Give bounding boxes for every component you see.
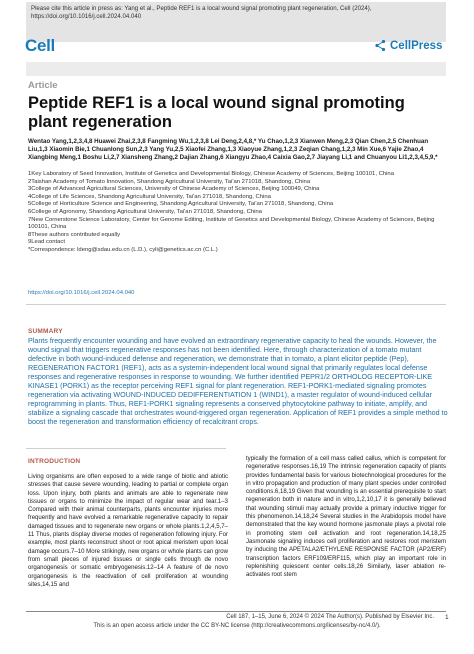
citation-notice [26,2,446,42]
open-access-notice: This is an open access article under the CC BY-NC license (http://creativecommons.org/licenses/by-nc/4.0/). [93,623,381,629]
lead-contact-note: 9Lead contact [28,239,66,246]
article-title: Peptide REF1 is a local wound signal promoting plant regeneration [28,94,405,131]
affiliation-5: 5College of Horticulture Science and Engineering, Shandong Agricultural University, Tai'an 271018, Shandong, China [28,201,334,208]
affiliation-4: 4College of Life Sciences, Shandong Agricultural University, Tai'an 271018, Shandong, China [28,193,271,200]
footer-rule [26,611,446,612]
publisher-name: CellPress [390,39,443,52]
affiliation-2: 2Taishan Academy of Tomato Innovation, Shandong Agricultural University, Tai'an 271018, Shandong, China [28,178,311,185]
affiliation-6: 6College of Agronomy, Shandong Agricultural University, Tai'an 271018, Shandong, China [28,208,262,215]
equal-contribution-note: 8These authors contributed equally [28,231,121,238]
affiliation-1: 1Key Laboratory of Seed Innovation, Institute of Genetics and Developmental Biology, Chinese Academy of Sciences, Beijing 100101, China [28,171,394,177]
publisher-logo [374,39,442,52]
article-type: Article [28,80,58,91]
page-number: 1 [445,614,449,621]
summary-heading: SUMMARY [28,328,63,335]
divider-intro [26,448,226,449]
introduction-heading: INTRODUCTION [28,458,81,465]
summary-text: Plants frequently encounter wounding and have evolved an extraordinary regenerative capacity to heal the wounds. However, the wound signal that triggers regenerative responses has not been identified. Here, through characterization of a tomato mutant defective in both wound-induced defense and regeneration, we demonstrate that in tomato, a plant elicitor peptide (Pep), REGENERATION FACTOR1 (REF1), acts as a systemin-independent local wound signal that primarily regulates local defense responses and regenerative responses in response to wounding. We further identified PEPR1/2 ORTHOLOG RECEPTOR-LIKE KINASE1 (PORK1) as the receptor perceiving REF1 signal for plant regeneration. REF1-PORK1-mediated signaling promotes regeneration via activating WOUND-INDUCED DEDIFFERENTIATION 1 (WIND1), a master regulator of wound-induced cellular reprogramming in plants. Thus, REF1-PORK1 signaling represents a conserved phytocytokine pathway to initiate, amplify, and stabilize a signaling cascade that orchestrates wound-triggered organ regeneration. Application of REF1 provides a simple method to boost the regeneration and transformation efficiency of recalcitrant crops. [28,337,448,427]
intro-column-right: typically the formation of a cell mass called callus, which is competent for regenerative responses.16,19 The intrinsic regeneration capacity of plants provides fundamental basis for various biotechnological procedures for the in vitro propagation and production of many plant species under controlled conditions.6,18,19 Given that wounding is an essential prerequisite to start regeneration both in nature and in vitro,1,2,10,17 it is generally believed that wounding stimuli may actually provide a primary inductive trigger for this phenomenon.14,18,24 Several studies in the Arabidopsis model have demonstrated that the key wound hormone jasmonate plays a pivotal role in promoting stem cell activation and root regeneration.14,18,25 Jasmonate signaling induces cell proliferation and restores root meristem by inducing the APETALA2/ETHYLENE RESPONSE FACTOR (AP2/ERF) transcription factors ERF109/ERF115, which play an important role in replenishing quiescent center cells.18,26 Similarly, laser ablation re-activates root stem [246,456,446,579]
citation-notice-text: Please cite this article in press as: Yang et al., Peptide REF1 is a local wound signal promoting plant regeneration, Cell (2024), https://doi.org/10.1016/j.cell.2024.04.040 [31,5,372,21]
affiliations [28,171,448,255]
affiliation-3: 3College of Advanced Agricultural Sciences, University of Chinese Academy of Sciences, Beijing 100049, China [28,186,320,193]
divider-top [26,304,446,305]
correspondence: *Correspondence: ldeng@sdau.edu.cn (L.D.), cyli@genetics.ac.cn (C.L.) [28,246,218,253]
cellpress-icon [374,39,387,52]
affiliation-7: 7New Cornerstone Science Laboratory, Center for Genome Editing, Institute of Genetics and Developmental Biology, Chinese Academy of Sciences, Beijing 100101, China [28,216,435,231]
journal-logo: Cell [25,36,55,55]
header-band [26,62,446,76]
author-list: Wentao Yang,1,2,3,4,8 Huawei Zhai,2,3,8 Fangming Wu,1,2,3,8 Lei Deng,2,4,8,* Yu Chao,1,2,3 Xianwen Meng,2,3 Qian Chen,2,5 Chenhuan Liu,1,3 Xiaomin Bie,1 Chuanlong Sun,2,3 Yang Yu,2,5 Xiaofei Zhang,1,3 Xiaoyue Zhang,1,2,3 Zeqian Chang,1,2,3 Min Xue,6 Yajie Zhao,4 Xiangbing Meng,1 Boshu Li,2,7 Xiansheng Zhang,2 Dajian Zhang,6 Xiangyu Zhao,4 Caixia Gao,2,7 Jiayang Li,1 and Chuanyou Li1,2,3,4,5,9,* [28,138,438,162]
article-doi-link[interactable]: https://doi.org/10.1016/j.cell.2024.04.040 [28,290,135,296]
footer-citation: Cell 187, 1–15, June 6, 2024 © 2024 The Author(s). Published by Elsevier Inc. [226,614,434,620]
intro-column-left: Living organisms are often exposed to a wide range of biotic and abiotic stresses that cause severe wounding, leading to partial or complete organ loss. Upon injury, both plants and animals are able to regenerate new tissues or organs to minimize the impact of regular wear and tear.1–3 Compared with their animal counterparts, plants encounter injuries more frequently and have evolved a remarkable regenerative capacity to repair damaged tissues and to regenerate new organs or whole plants.1,2,4,5,7–11 Thus, plants display diverse modes of regeneration following injury. For example, most plants reconstruct shoot or root apical meristem upon local damage occurs.7–10 More strikingly, new organs or whole plants can grow from small pieces of injured tissues or single cells through de novo organogenesis or somatic embryogenesis.12–14 A feature of de novo organogenesis is the reactivation of cell proliferation at wounding sites,14,15 and [28,474,228,588]
